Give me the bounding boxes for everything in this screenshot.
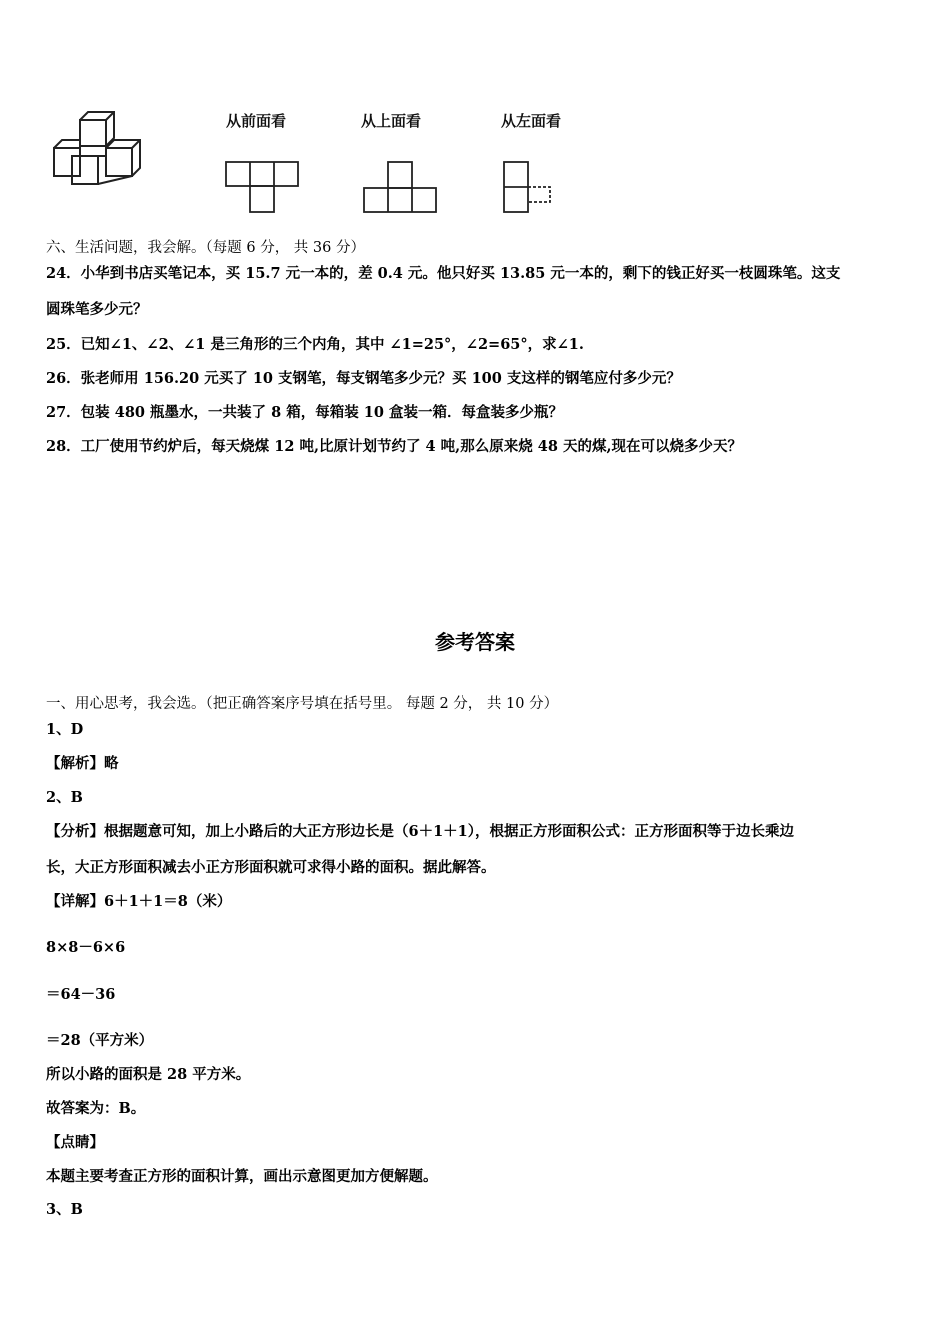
question-26: 26．张老师用 156.20 元买了 10 支钢笔，每支钢笔多少元？买 100 支这样的钢笔应付多少元？ [46,370,681,387]
view-label-left: 从左面看 [501,112,562,130]
question-28: 28．工厂使用节约炉后，每天烧煤 12 吨,比原计划节约了 4 吨,那么原来烧 48 天的煤,现在可以烧多少天？ [46,438,743,455]
answer-1-analysis: 【解析】略 [46,755,119,772]
answer-2-analysis-line-1: 【分析】根据题意可知，加上小路后的大正方形边长是（6＋1＋1），根据正方形面积公式：正方形面积等于边长乘边 [46,823,795,840]
answers-heading: 参考答案 [435,630,515,654]
answer-2-conclusion: 所以小路的面积是 28 平方米。 [46,1066,251,1083]
answer-2-analysis-line-2: 长，大正方形面积减去小正方形面积就可求得小路的面积。据此解答。 [46,859,496,876]
answer-2-step-1: 8×8－6×6 [46,939,126,956]
answer-3: 3、B [46,1201,83,1218]
cube-figure [46,100,606,220]
question-24-line-1: 24．小华到书店买笔记本，买 15.7 元一本的，差 0.4 元。他只好买 13.85 元一本的，剩下的钱正好买一枝圆珠笔。这支 [46,265,841,282]
top-view-drawing [360,158,440,218]
question-27: 27．包装 480 瓶墨水，一共装了 8 箱，每箱装 10 盒装一箱．每盒装多少瓶？ [46,404,563,421]
question-24-line-2: 圆珠笔多少元？ [46,301,148,318]
answer-2-comment-label: 【点睛】 [46,1134,104,1151]
left-view-drawing [500,158,560,218]
answer-2: 2、B [46,789,83,806]
answer-2-step-2: ＝64－36 [46,986,116,1003]
answer-2-final: 故答案为：B。 [46,1100,146,1117]
answer-2-step-3: ＝28（平方米） [46,1032,154,1049]
view-label-front: 从前面看 [226,112,287,130]
section-6-title: 六、生活问题，我会解。（每题 6 分， 共 36 分） [46,240,365,256]
front-view-drawing [222,158,302,218]
view-label-top: 从上面看 [361,112,422,130]
answers-section-1-title: 一、用心思考，我会选。（把正确答案序号填在括号里。 每题 2 分， 共 10 分） [46,696,559,712]
question-25: 25．已知∠1、∠2、∠1 是三角形的三个内角，其中 ∠1=25°，∠2=65°，求∠1. [46,336,584,353]
answer-2-detail: 【详解】6＋1＋1＝8（米） [46,893,232,910]
answer-2-comment: 本题主要考查正方形的面积计算，画出示意图更加方便解题。 [46,1168,438,1185]
answer-1: 1、D [46,721,84,738]
cube-solid-drawing [46,108,156,203]
